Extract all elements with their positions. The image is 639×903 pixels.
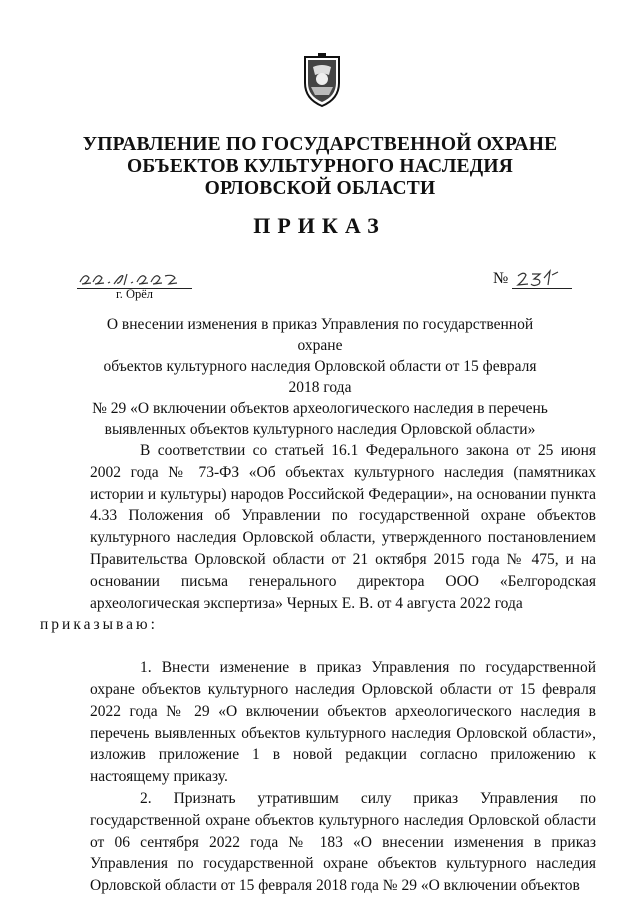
- header-line-1: УПРАВЛЕНИЕ ПО ГОСУДАРСТВЕННОЙ ОХРАНЕ: [82, 134, 558, 155]
- subject-line-3: № 29 «О включении объектов археологического наследия в перечень: [92, 400, 548, 417]
- handwritten-number-icon: [512, 266, 572, 288]
- orel-region-coat-of-arms-icon: [299, 53, 345, 109]
- order-number-sign: №: [493, 270, 509, 287]
- order-title: ПРИКАЗ: [253, 213, 386, 238]
- preamble-text: В соответствии со статьей 16.1 Федерального закона от 25 июня 2002 года № 73-ФЗ «Об объектах культурного наследия (памятниках истории и культуры) народов Российской Федерации», на основании пункта 4.33 Положения об Управлении по государственной охране объектов культурного наследия Орловской области, утвержденного постановлением Правительства Орловской области от 21 октября 2015 года № 475, и на основании письма генерального директора ООО «Белгородская археологическая экспертиза» Черных Е. В. от 4 августа 2022 года: [90, 442, 596, 612]
- subject-line-1: О внесении изменения в приказ Управления по государственной охране: [106, 316, 534, 354]
- issuer-header: [60, 134, 580, 200]
- order-subject: [90, 314, 550, 440]
- order-item-1: 1. Внести изменение в приказ Управления по государственной охране объектов культурного наследия Орловской области от 15 февраля 2022 года № 29 «О включении объектов археологического наследия в перечень выявленных объектов культурного наследия Орловской области», изложив приложение 1 в новой редакции согласно приложению к настоящему приказу.: [90, 659, 596, 786]
- order-item-2: 2. Признать утратившим силу приказ Управления по государственной охране объектов культурного наследия Орловской области от 06 сентября 2022 года № 183 «О внесении изменения в приказ Управления по государственной охране объектов культурного наследия Орловской области от 15 февраля 2018 года № 29 «О включении объектов: [90, 789, 596, 895]
- order-word: приказываю:: [40, 616, 158, 634]
- order-body: [40, 440, 596, 897]
- handwritten-date-icon: [77, 266, 192, 288]
- coat-of-arms-emblem: [299, 53, 345, 109]
- header-line-3: ОРЛОВСКОЙ ОБЛАСТИ: [204, 178, 436, 199]
- preamble-paragraph: [40, 440, 596, 636]
- order-date-handwritten: [77, 266, 192, 289]
- subject-line-2: объектов культурного наследия Орловской области от 15 февраля 2018 года: [103, 358, 537, 396]
- order-city: г. Орёл: [116, 287, 154, 301]
- order-number-handwritten: [512, 266, 572, 289]
- subject-line-4: выявленных объектов культурного наследия Орловской области»: [104, 421, 536, 438]
- header-line-2: ОБЪЕКТОВ КУЛЬТУРНОГО НАСЛЕДИЯ: [126, 156, 514, 177]
